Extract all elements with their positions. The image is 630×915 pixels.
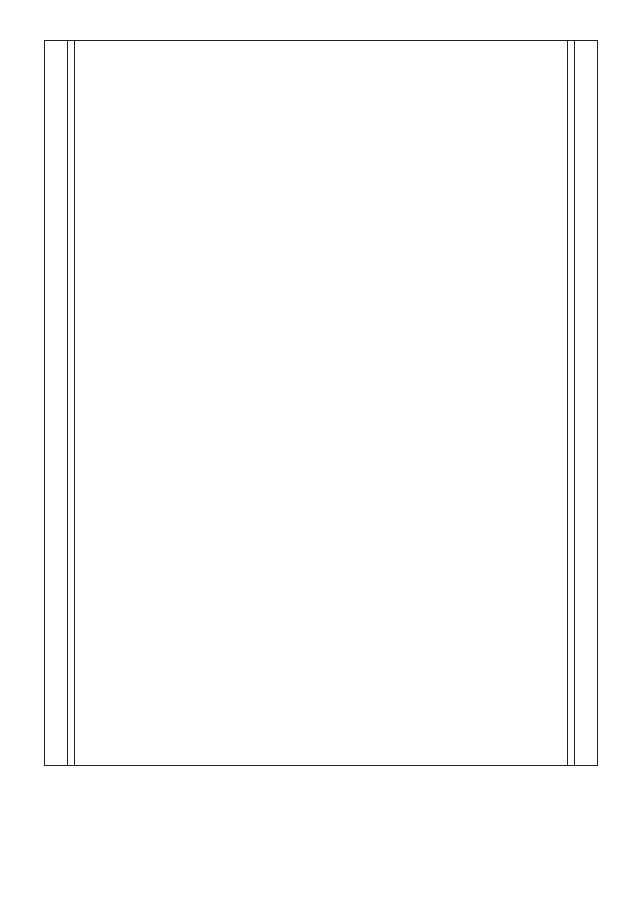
margin-line-left-inner [74,40,75,766]
notes-body [97,394,557,396]
document-frame [44,40,598,766]
margin-line-right-inner [574,40,575,766]
margin-line-right [567,40,568,766]
margin-line-left [67,40,68,766]
